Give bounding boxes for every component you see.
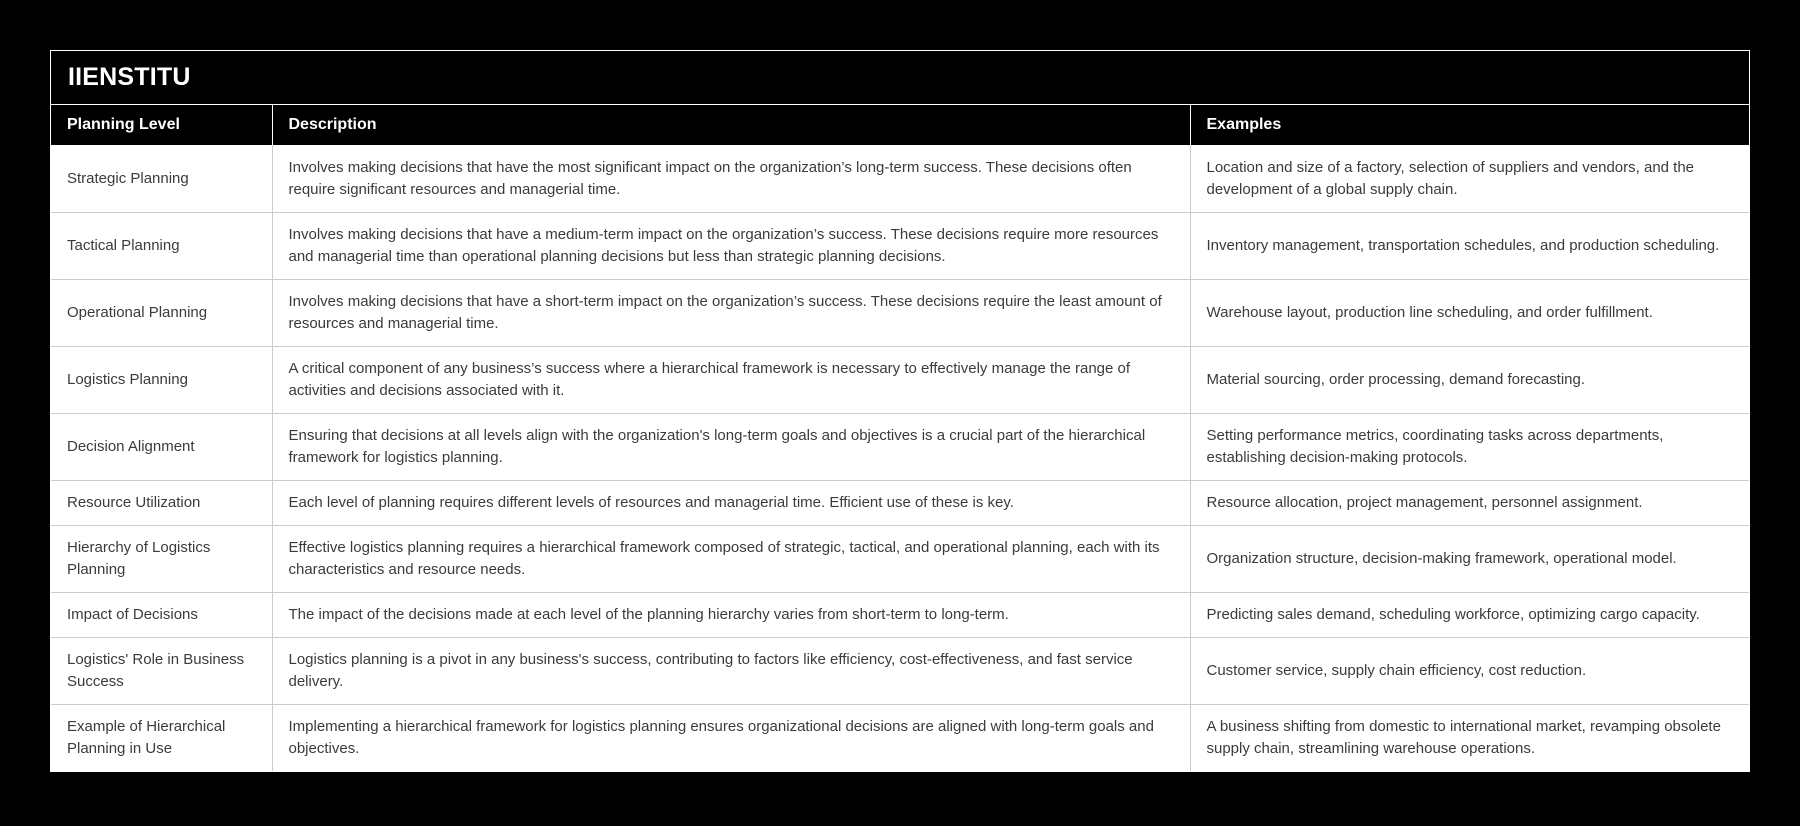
cell-description: Ensuring that decisions at all levels align with the organization's long-term goals and objectives is a crucial part of the hierarchical framework for logistics planning. bbox=[272, 414, 1190, 481]
cell-description: Implementing a hierarchical framework for logistics planning ensures organizational decisions are aligned with long-term goals and objectives. bbox=[272, 705, 1190, 772]
table-row bbox=[51, 414, 1749, 481]
cell-planning-level: Resource Utilization bbox=[51, 481, 272, 526]
cell-planning-level: Impact of Decisions bbox=[51, 593, 272, 638]
cell-description: Involves making decisions that have a short-term impact on the organization’s success. These decisions require the least amount of resources and managerial time. bbox=[272, 280, 1190, 347]
cell-planning-level: Tactical Planning bbox=[51, 213, 272, 280]
cell-examples: Predicting sales demand, scheduling workforce, optimizing cargo capacity. bbox=[1190, 593, 1749, 638]
cell-description: Each level of planning requires different levels of resources and managerial time. Efficient use of these is key. bbox=[272, 481, 1190, 526]
cell-description: The impact of the decisions made at each level of the planning hierarchy varies from short-term to long-term. bbox=[272, 593, 1190, 638]
cell-examples: Material sourcing, order processing, demand forecasting. bbox=[1190, 347, 1749, 414]
header-row bbox=[51, 105, 1749, 146]
cell-planning-level: Logistics' Role in Business Success bbox=[51, 638, 272, 705]
cell-description: Effective logistics planning requires a hierarchical framework composed of strategic, tactical, and operational planning, each with its characteristics and resource needs. bbox=[272, 526, 1190, 593]
cell-description: Involves making decisions that have the most significant impact on the organization’s long-term success. These decisions often require significant resources and managerial time. bbox=[272, 146, 1190, 213]
cell-description: A critical component of any business’s success where a hierarchical framework is necessary to effectively manage the range of activities and decisions associated with it. bbox=[272, 347, 1190, 414]
planning-table-card bbox=[50, 50, 1750, 772]
cell-planning-level: Logistics Planning bbox=[51, 347, 272, 414]
brand-title: IIENSTITU bbox=[68, 63, 191, 91]
table-row bbox=[51, 638, 1749, 705]
cell-description: Involves making decisions that have a medium-term impact on the organization’s success. These decisions require more resources and managerial time than operational planning decisions but less than strategic planning decisions. bbox=[272, 213, 1190, 280]
cell-examples: Warehouse layout, production line scheduling, and order fulfillment. bbox=[1190, 280, 1749, 347]
table-row bbox=[51, 280, 1749, 347]
table-header bbox=[51, 105, 1749, 146]
table-body bbox=[51, 146, 1749, 772]
cell-examples: Resource allocation, project management, personnel assignment. bbox=[1190, 481, 1749, 526]
cell-planning-level: Hierarchy of Logistics Planning bbox=[51, 526, 272, 593]
cell-description: Logistics planning is a pivot in any business's success, contributing to factors like efficiency, cost-effectiveness, and fast service delivery. bbox=[272, 638, 1190, 705]
title-bar bbox=[51, 51, 1749, 105]
column-header-examples: Examples bbox=[1190, 105, 1749, 146]
column-header-description: Description bbox=[272, 105, 1190, 146]
cell-planning-level: Decision Alignment bbox=[51, 414, 272, 481]
table-row bbox=[51, 146, 1749, 213]
table-row bbox=[51, 213, 1749, 280]
cell-planning-level: Strategic Planning bbox=[51, 146, 272, 213]
cell-examples: Inventory management, transportation schedules, and production scheduling. bbox=[1190, 213, 1749, 280]
cell-examples: Location and size of a factory, selection of suppliers and vendors, and the development of a global supply chain. bbox=[1190, 146, 1749, 213]
cell-examples: Customer service, supply chain efficiency, cost reduction. bbox=[1190, 638, 1749, 705]
table-row bbox=[51, 347, 1749, 414]
table-row bbox=[51, 705, 1749, 772]
cell-planning-level: Operational Planning bbox=[51, 280, 272, 347]
table-row bbox=[51, 481, 1749, 526]
column-header-planning-level: Planning Level bbox=[51, 105, 272, 146]
cell-examples: A business shifting from domestic to international market, revamping obsolete supply chain, streamlining warehouse operations. bbox=[1190, 705, 1749, 772]
table-row bbox=[51, 526, 1749, 593]
cell-examples: Setting performance metrics, coordinating tasks across departments, establishing decision-making protocols. bbox=[1190, 414, 1749, 481]
planning-table bbox=[51, 105, 1749, 771]
table-row bbox=[51, 593, 1749, 638]
cell-planning-level: Example of Hierarchical Planning in Use bbox=[51, 705, 272, 772]
cell-examples: Organization structure, decision-making framework, operational model. bbox=[1190, 526, 1749, 593]
